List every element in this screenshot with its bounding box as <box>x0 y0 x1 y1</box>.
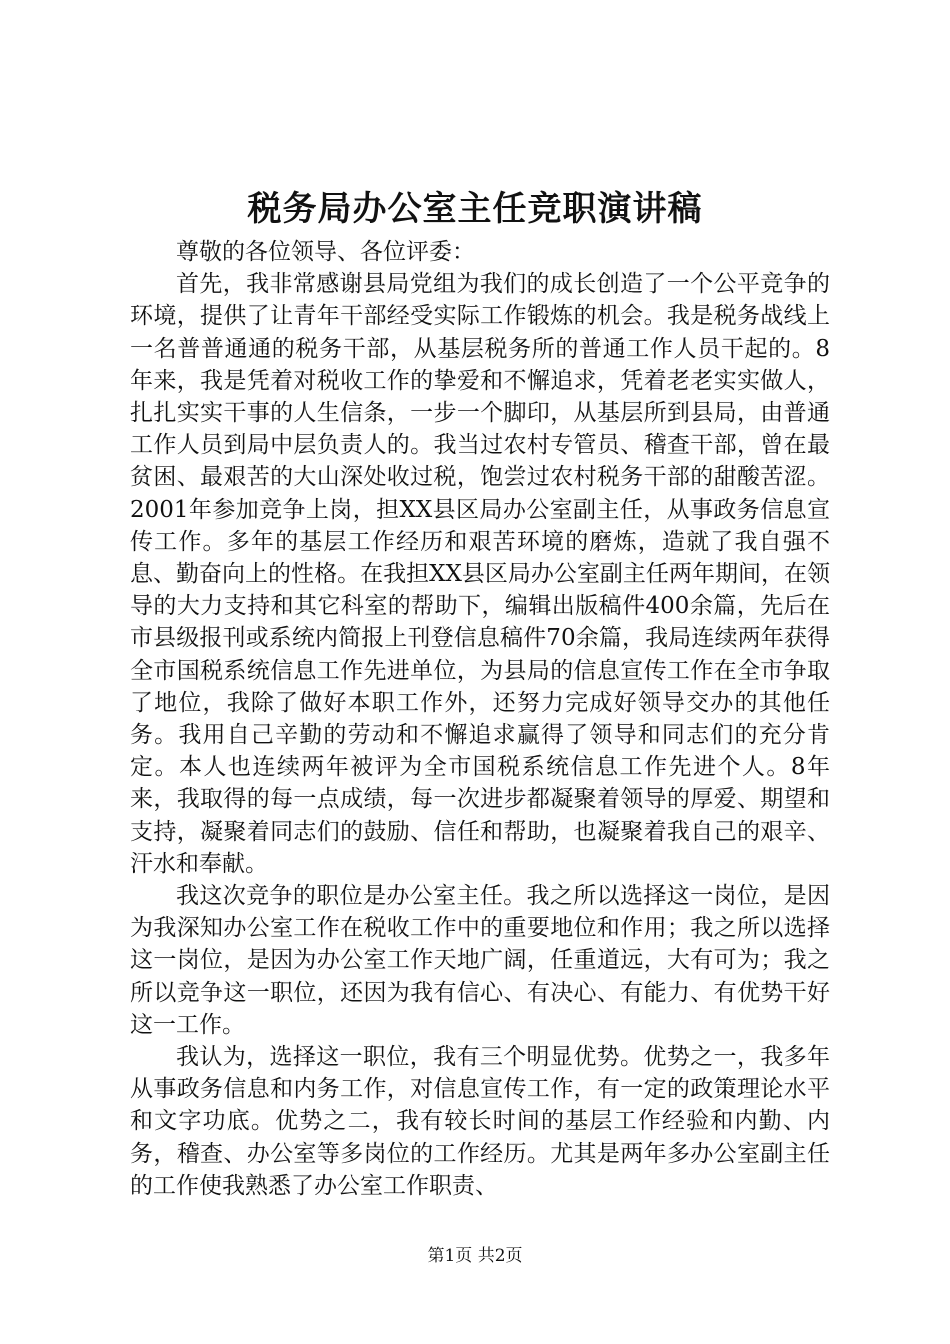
document-body <box>130 236 830 1202</box>
paragraph-2: 我这次竞争的职位是办公室主任。我之所以选择这一岗位，是因为我深知办公室工作在税收工作中的重要地位和作用；我之所以选择这一岗位，是因为办公室工作天地广阔，任重道远，大有可为；我之所以竞争这一职位，还因为我有信心、有决心、有能力、有优势干好这一工作。 <box>130 883 830 1038</box>
page-number-footer: 第1页 共2页 <box>427 1246 523 1266</box>
salutation: 尊敬的各位领导、各位评委： <box>176 239 475 265</box>
document-title: 税务局办公室主任竞职演讲稿 <box>247 189 703 229</box>
paragraph-1: 首先，我非常感谢县局党组为我们的成长创造了一个公平竞争的环境，提供了让青年干部经受实际工作锻炼的机会。我是税务战线上一名普普通通的税务干部，从基层税务所的普通工作人员干起的。8年来，我是凭着对税收工作的挚爱和不懈追求，凭着老老实实做人，扎扎实实干事的人生信条，一步一个脚印，从基层所到县局，由普通工作人员到局中层负责人的。我当过农村专管员、稽查干部，曾在最贫困、最艰苦的大山深处收过税，饱尝过农村税务干部的甜酸苦涩。2001年参加竞争上岗，担XX县区局办公室副主任，从事政务信息宣传工作。多年的基层工作经历和艰苦环境的磨炼，造就了我自强不息、勤奋向上的性格。在我担XX县区局办公室副主任两年期间，在领导的大力支持和其它科室的帮助下，编辑出版稿件400余篇，先后在市县级报刊或系统内简报上刊登信息稿件70余篇，我局连续两年获得全市国税系统信息工作先进单位，为县局的信息宣传工作在全市争取了地位，我除了做好本职工作外，还努力完成好领导交办的其他任务。我用自己辛勤的劳动和不懈追求赢得了领导和同志们的充分肯定。本人也连续两年被评为全市国税系统信息工作先进个人。8年来，我取得的每一点成绩，每一次进步都凝聚着领导的厚爱、期望和支持，凝聚着同志们的鼓励、信任和帮助，也凝聚着我自己的艰辛、汗水和奉献。 <box>130 271 830 877</box>
paragraph-3: 我认为，选择这一职位，我有三个明显优势。优势之一，我多年从事政务信息和内务工作，对信息宣传工作，有一定的政策理论水平和文字功底。优势之二，我有较长时间的基层工作经验和内勤、内务，稽查、办公室等多岗位的工作经历。尤其是两年多办公室副主任的工作使我熟悉了办公室工作职责、 <box>130 1044 830 1199</box>
